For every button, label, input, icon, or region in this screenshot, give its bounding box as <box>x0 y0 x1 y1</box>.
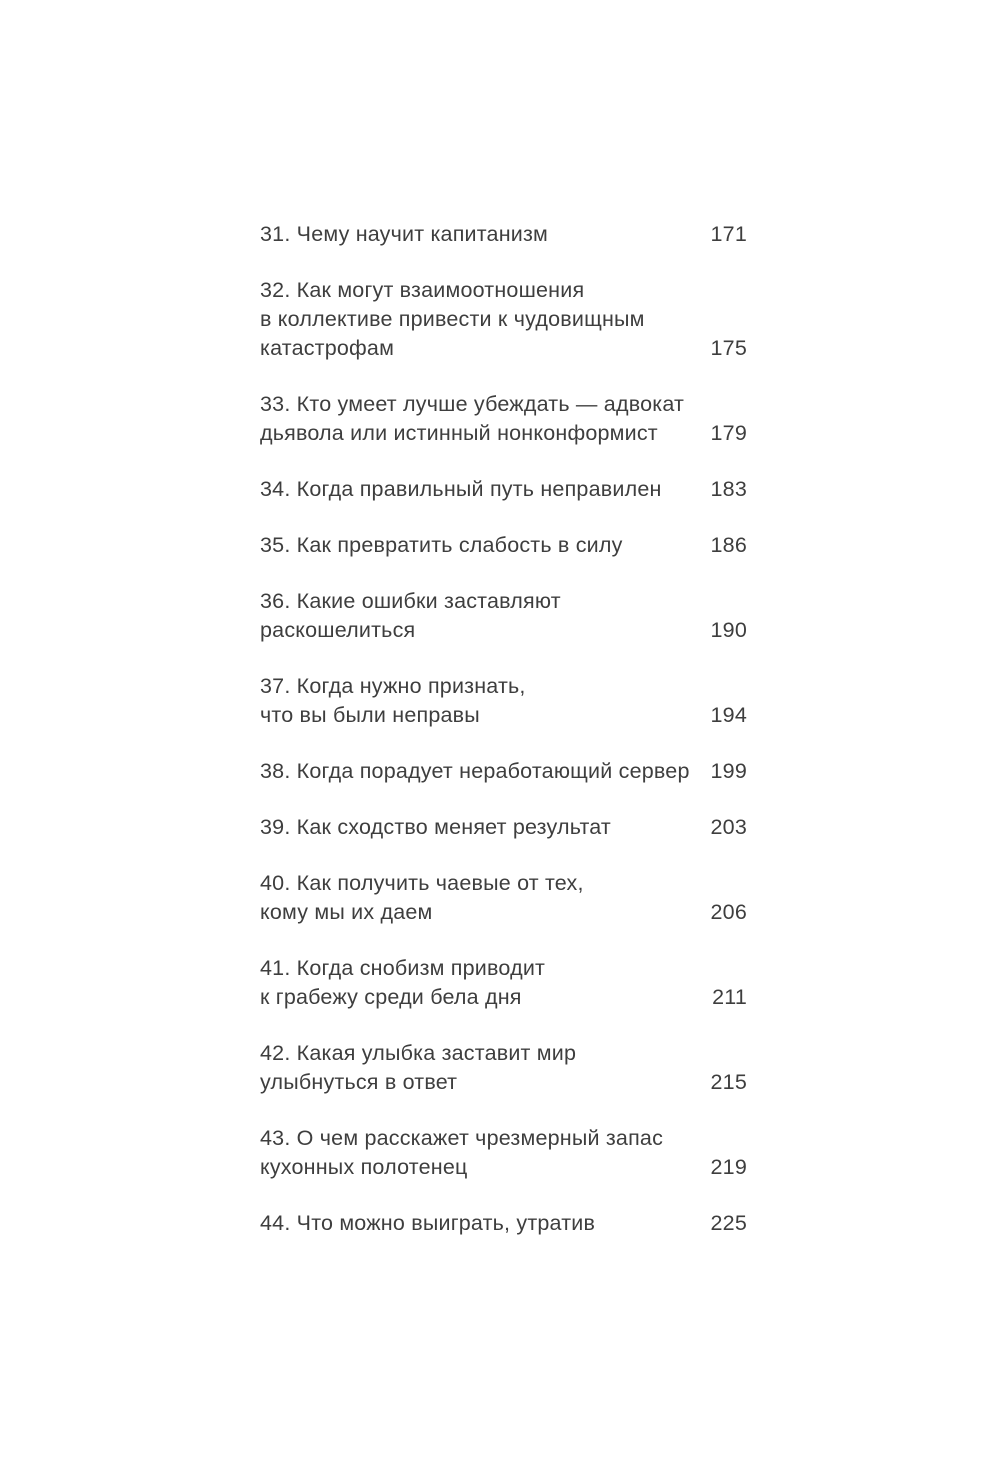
toc-page-number: 206 <box>710 900 747 924</box>
toc-entry-text: кухонных полотенец <box>260 1155 468 1179</box>
toc-page-number: 219 <box>710 1155 747 1179</box>
toc-entry-line <box>260 305 747 334</box>
toc-entry-last-line <box>260 334 747 363</box>
toc-entry-text: 31. Чему научит капитанизм <box>260 222 549 246</box>
toc-entry-line <box>260 276 747 305</box>
toc-entry-text: 44. Что можно выиграть, утратив <box>260 1211 596 1235</box>
toc-entry-line <box>260 954 747 983</box>
toc-entry-last-line <box>260 1068 747 1097</box>
toc-entry-line <box>260 672 747 701</box>
toc-entry-line <box>260 869 747 898</box>
toc-entry-text: кому мы их даем <box>260 900 433 924</box>
toc-entry <box>260 276 747 363</box>
toc-entry-text: к грабежу среди бела дня <box>260 985 522 1009</box>
toc-entry <box>260 672 747 730</box>
toc-entry-text: 36. Какие ошибки заставляют <box>260 589 561 613</box>
toc-entry-last-line <box>260 616 747 645</box>
toc-entry-last-line <box>260 475 747 504</box>
toc-entry-line <box>260 1039 747 1068</box>
toc-entry-line <box>260 390 747 419</box>
toc-entry-last-line <box>260 757 747 786</box>
toc-entry <box>260 1209 747 1238</box>
toc-entry-last-line <box>260 983 747 1012</box>
toc-entry-last-line <box>260 1153 747 1182</box>
toc-page-number: 225 <box>710 1211 747 1235</box>
toc-page-number: 171 <box>710 222 747 246</box>
toc-entry-text: 37. Когда нужно признать, <box>260 674 526 698</box>
toc-page-number: 211 <box>712 985 747 1009</box>
toc-page-number: 194 <box>710 703 747 727</box>
toc-entry-line <box>260 587 747 616</box>
toc-entry-text: раскошелиться <box>260 618 416 642</box>
toc-entry-text: 34. Когда правильный путь неправилен <box>260 477 662 501</box>
toc-entry-text: 41. Когда снобизм приводит <box>260 956 546 980</box>
toc-page-number: 215 <box>710 1070 747 1094</box>
toc-entry-text: 33. Кто умеет лучше убеждать — адвокат <box>260 392 685 416</box>
toc-page-number: 175 <box>710 336 747 360</box>
toc-entry <box>260 531 747 560</box>
toc-entry <box>260 954 747 1012</box>
table-of-contents <box>260 0 747 1238</box>
toc-page-number: 199 <box>710 759 747 783</box>
toc-entry-text: дьявола или истинный нонконформист <box>260 421 658 445</box>
toc-entry <box>260 390 747 448</box>
toc-entry-text: 35. Как превратить слабость в силу <box>260 533 623 557</box>
toc-entry-last-line <box>260 813 747 842</box>
toc-page-number: 186 <box>710 533 747 557</box>
toc-entry-line <box>260 1124 747 1153</box>
toc-entry-last-line <box>260 1209 747 1238</box>
toc-entry <box>260 1124 747 1182</box>
toc-entry-last-line <box>260 898 747 927</box>
toc-entry <box>260 220 747 249</box>
toc-entry-last-line <box>260 419 747 448</box>
toc-entry <box>260 869 747 927</box>
toc-entry-last-line <box>260 220 747 249</box>
toc-entry <box>260 587 747 645</box>
toc-entry-text: что вы были неправы <box>260 703 480 727</box>
toc-entry-last-line <box>260 701 747 730</box>
toc-entry-text: в коллективе привести к чудовищным <box>260 307 645 331</box>
toc-entry <box>260 757 747 786</box>
toc-page-number: 190 <box>710 618 747 642</box>
toc-page-number: 183 <box>710 477 747 501</box>
toc-entry-text: 39. Как сходство меняет результат <box>260 815 611 839</box>
toc-entry-text: 38. Когда порадует неработающий сервер <box>260 759 690 783</box>
toc-entry-text: 32. Как могут взаимоотношения <box>260 278 585 302</box>
toc-entry-text: 42. Какая улыбка заставит мир <box>260 1041 577 1065</box>
toc-entry-text: улыбнуться в ответ <box>260 1070 458 1094</box>
toc-entry-text: 43. О чем расскажет чрезмерный запас <box>260 1126 664 1150</box>
toc-entry-text: 40. Как получить чаевые от тех, <box>260 871 584 895</box>
toc-page-number: 179 <box>710 421 747 445</box>
toc-page-number: 203 <box>710 815 747 839</box>
toc-entry <box>260 1039 747 1097</box>
toc-entry-last-line <box>260 531 747 560</box>
toc-entry-text: катастрофам <box>260 336 395 360</box>
toc-entry <box>260 813 747 842</box>
toc-entry <box>260 475 747 504</box>
